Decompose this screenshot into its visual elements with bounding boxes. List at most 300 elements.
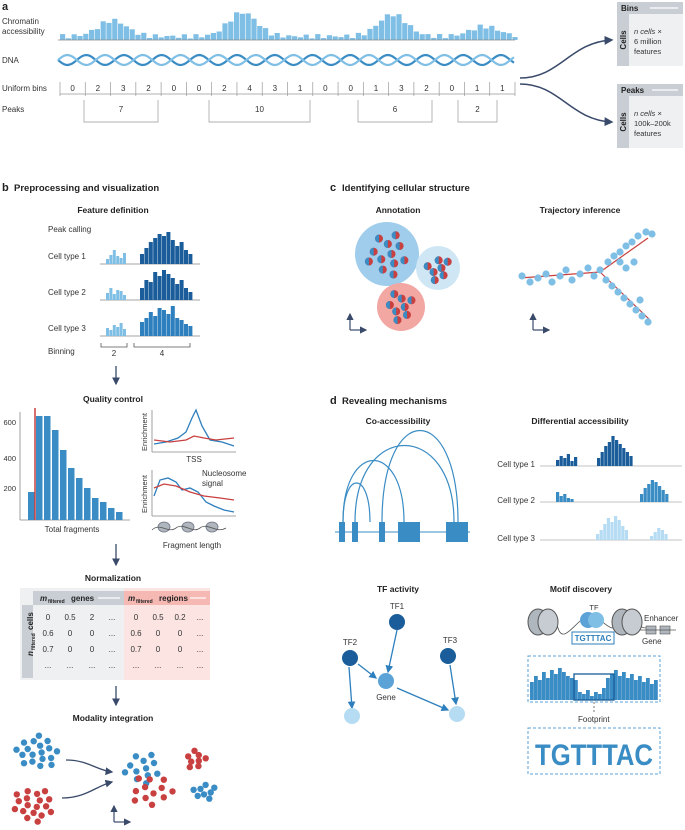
peak-value: 6 xyxy=(392,105,398,114)
integration-dot xyxy=(159,785,165,791)
accessibility-bar xyxy=(95,29,100,40)
diff-bar xyxy=(574,457,577,466)
integration-dot xyxy=(190,787,196,793)
feature-bar xyxy=(140,288,144,300)
bin-value: 2 xyxy=(222,84,227,93)
integration-dot xyxy=(37,763,43,769)
integration-dot xyxy=(34,791,40,797)
integration-dot xyxy=(29,758,35,764)
footprint-bar xyxy=(566,676,570,700)
trajectory-cell xyxy=(616,258,623,265)
accessibility-bar xyxy=(495,31,500,40)
norm-cell: ... xyxy=(108,645,116,654)
footprint-bar xyxy=(622,672,626,700)
integration-dot xyxy=(161,794,167,800)
integration-dot xyxy=(16,798,22,804)
footprint-bar xyxy=(598,694,602,700)
integration-dot xyxy=(46,796,52,802)
trajectory-cell xyxy=(584,264,591,271)
accessibility-bar xyxy=(327,35,332,40)
norm-cell: ... xyxy=(108,613,116,622)
norm-cell: 0 xyxy=(155,645,161,654)
peaks-box-text1: n cells × xyxy=(634,109,662,118)
feature-bar xyxy=(171,278,175,300)
bins-box-text3: features xyxy=(634,47,662,56)
differential-bars xyxy=(540,436,682,540)
integration-dot xyxy=(43,803,49,809)
bins-box-title: Bins xyxy=(621,4,639,13)
accessibility-bar xyxy=(89,30,94,40)
diff-bar xyxy=(570,461,573,466)
panel-a-letter: a xyxy=(2,1,9,13)
tf1-label: TF1 xyxy=(389,602,405,611)
feature-bar xyxy=(184,250,188,264)
qc-bar xyxy=(36,416,43,520)
integration-dot xyxy=(29,752,35,758)
norm-cell: 0.5 xyxy=(64,613,76,622)
trajectory-cell xyxy=(628,238,635,245)
norm-cell: ... xyxy=(88,661,96,670)
norm-cell: 0 xyxy=(133,613,139,622)
diff-bar xyxy=(658,486,661,502)
feature-bar xyxy=(162,236,166,264)
regions-header-m: m xyxy=(128,594,136,603)
accessibility-bar xyxy=(217,32,222,41)
trajectory-cell xyxy=(620,294,627,301)
diff-bar xyxy=(556,460,559,466)
integration-dot xyxy=(161,777,167,783)
diff-bar xyxy=(600,530,603,540)
diff-bar xyxy=(607,518,610,540)
integration-dot xyxy=(195,793,201,799)
accessibility-bar xyxy=(141,33,146,40)
integration-dot xyxy=(195,763,201,769)
integration-dot xyxy=(48,762,54,768)
trajectory-cell xyxy=(548,278,555,285)
qc-bar xyxy=(28,492,35,520)
integration-dot xyxy=(187,764,193,770)
feature-bar xyxy=(120,258,123,264)
feature-bar xyxy=(109,288,112,300)
feature-bar xyxy=(162,310,166,336)
feature-bar xyxy=(120,323,123,336)
feature-bar xyxy=(144,248,148,264)
uniform-bins-label: Uniform bins xyxy=(2,84,47,93)
integration-dot xyxy=(142,795,148,801)
feature-bar xyxy=(149,312,153,336)
integration-dot xyxy=(19,752,25,758)
norm-cell: ... xyxy=(44,661,52,670)
accessibility-bar xyxy=(199,37,204,40)
accessibility-bar xyxy=(106,23,111,40)
footprint-bar xyxy=(582,694,586,700)
cluster-blue xyxy=(355,222,419,286)
integration-dot xyxy=(191,748,197,754)
integration-dot xyxy=(202,782,208,788)
qc-bar xyxy=(44,416,51,520)
footprint-bar xyxy=(542,672,546,700)
integration-dot xyxy=(31,738,37,744)
accessibility-bar xyxy=(373,26,378,40)
accessibility-bar xyxy=(396,14,401,40)
norm-cell: ... xyxy=(108,661,116,670)
footprint-bar xyxy=(586,690,590,700)
accessibility-bar xyxy=(437,34,442,40)
cell-type-2-label: Cell type 2 xyxy=(48,288,86,297)
peaks-box-title: Peaks xyxy=(621,86,645,95)
trajectory-cell xyxy=(604,258,611,265)
diff-bar xyxy=(625,530,628,540)
integration-dot xyxy=(13,747,19,753)
feature-bar xyxy=(162,270,166,300)
integration-dot xyxy=(127,762,133,768)
integration-dot xyxy=(37,743,43,749)
motif-gene-label: Gene xyxy=(642,637,662,646)
diff-bar xyxy=(610,522,613,540)
accessibility-bar xyxy=(425,34,430,40)
diff-bar xyxy=(640,494,643,502)
qc-bar xyxy=(60,450,67,520)
integration-dot xyxy=(169,788,175,794)
diff-bar xyxy=(665,494,668,502)
diff-cell-type-2: Cell type 2 xyxy=(497,496,535,505)
tss-enrichment-ylabel: Enrichment xyxy=(140,413,149,451)
trajectory-cell xyxy=(568,276,575,283)
accessibility-bar xyxy=(269,36,274,41)
trajectory-cell xyxy=(622,242,629,249)
trajectory-cell xyxy=(596,266,603,273)
integration-dot xyxy=(48,809,54,815)
coaccessibility-diagram xyxy=(335,431,470,543)
bin-value: 3 xyxy=(399,84,404,93)
integration-dot xyxy=(36,733,42,739)
integration-dot xyxy=(25,788,31,794)
accessibility-bar xyxy=(420,34,425,40)
diff-bar xyxy=(563,494,566,502)
footprint-bar xyxy=(606,678,610,700)
trajectory-cell xyxy=(556,272,563,279)
feature-bar xyxy=(116,256,119,264)
integration-dot xyxy=(132,797,138,803)
cell-type-3-label: Cell type 3 xyxy=(48,324,86,333)
accessibility-bar xyxy=(228,22,233,40)
qc-bar xyxy=(52,430,59,520)
trajectory-cell xyxy=(626,300,633,307)
feature-bar xyxy=(188,292,192,300)
annotation-title: Annotation xyxy=(375,205,421,215)
feature-bar xyxy=(123,329,126,336)
feature-bar xyxy=(188,326,192,336)
integration-dot xyxy=(142,784,148,790)
integration-dot xyxy=(37,797,43,803)
footprint-bar xyxy=(562,672,566,700)
diff-bar xyxy=(596,534,599,540)
accessibility-bar xyxy=(408,25,413,40)
norm-cell: 0 xyxy=(45,613,51,622)
feature-bar xyxy=(188,254,192,264)
normalization-title: Normalization xyxy=(84,573,142,583)
norm-cell: ... xyxy=(196,629,204,638)
feature-bar xyxy=(184,324,188,336)
feature-bar xyxy=(123,253,126,264)
motif-diagram xyxy=(528,603,679,774)
integration-dot xyxy=(20,808,26,814)
integration-dot xyxy=(206,796,212,802)
arrow-integration-bottom xyxy=(62,782,112,798)
nucleosome-label-1: Nucleosome xyxy=(202,469,247,478)
diff-bar xyxy=(662,490,665,502)
bins-matrix-box xyxy=(617,2,683,66)
accessibility-bar xyxy=(101,21,106,40)
diff-bar xyxy=(647,484,650,502)
norm-cell: 0 xyxy=(89,645,95,654)
bin-value: 0 xyxy=(70,84,75,93)
trajectory-plot xyxy=(518,228,655,325)
accessibility-bar xyxy=(472,30,477,40)
integration-dot xyxy=(21,739,27,745)
feature-bar xyxy=(175,284,179,300)
feature-bar xyxy=(180,242,184,264)
trajectory-cell xyxy=(636,296,643,303)
peak-value: 2 xyxy=(475,105,480,114)
diff-bar xyxy=(615,440,618,466)
binning-label: Binning xyxy=(48,347,75,356)
norm-cell: 0.7 xyxy=(130,645,142,654)
accessibility-bar xyxy=(234,12,239,40)
accessibility-bar xyxy=(193,34,198,40)
feature-bar xyxy=(106,259,109,264)
arrow-integration-top xyxy=(66,760,112,772)
qc-bar xyxy=(100,502,107,520)
bin-value: 0 xyxy=(323,84,328,93)
diff-bar xyxy=(661,530,664,540)
peak-value: 10 xyxy=(255,105,264,114)
bin-value: 0 xyxy=(348,84,353,93)
peak-value: 7 xyxy=(118,105,124,114)
accessibility-bar xyxy=(251,19,256,40)
integration-dot xyxy=(136,775,142,781)
uniform-bins-row xyxy=(60,82,515,96)
feature-bar xyxy=(153,272,157,300)
norm-cell: 0 xyxy=(177,645,183,654)
diff-bar xyxy=(570,499,573,502)
accessibility-bar xyxy=(112,19,117,40)
norm-cell: 0 xyxy=(155,629,161,638)
feature-definition-bars xyxy=(100,232,200,336)
diff-bar xyxy=(563,458,566,466)
integration-dot xyxy=(133,753,139,759)
diff-bar xyxy=(556,492,559,502)
feature-bar xyxy=(175,246,179,264)
footprint-bar xyxy=(530,682,534,700)
diff-bar xyxy=(657,528,660,540)
integration-dot xyxy=(151,760,157,766)
accessibility-bar xyxy=(379,21,384,40)
feature-bar xyxy=(123,295,126,300)
integration-dot xyxy=(34,804,40,810)
feature-bar xyxy=(171,240,175,264)
feature-bar xyxy=(180,320,184,336)
footprint-bar xyxy=(594,692,598,700)
motif-tf-label: TF xyxy=(589,603,599,612)
fragment-length-label: Fragment length xyxy=(162,541,222,550)
diff-bar xyxy=(644,488,647,502)
norm-cell: 0 xyxy=(67,645,73,654)
integration-dot xyxy=(122,769,128,775)
norm-cell: ... xyxy=(108,629,116,638)
accessibility-bar xyxy=(83,34,88,40)
qc-xlabel: Total fragments xyxy=(44,525,100,534)
accessibility-bar xyxy=(483,29,488,41)
footprint-bar xyxy=(646,678,650,700)
accessibility-bar xyxy=(507,33,512,40)
qc-ytick-400: 400 xyxy=(3,454,16,463)
diff-bar xyxy=(608,442,611,466)
diff-bar xyxy=(654,532,657,540)
accessibility-bar xyxy=(298,37,303,40)
diff-bar xyxy=(560,456,563,466)
regions-header-sub: filtered xyxy=(136,599,153,605)
tf2-node xyxy=(342,650,358,666)
integration-dot xyxy=(25,802,31,808)
feature-bar xyxy=(153,316,157,336)
feature-definition-title: Feature definition xyxy=(77,205,149,215)
qc-bar xyxy=(84,488,91,520)
trajectory-cell xyxy=(622,264,629,271)
feature-bar xyxy=(113,250,116,264)
motif-discovery-title: Motif discovery xyxy=(549,584,613,594)
diff-bar xyxy=(597,458,600,466)
integration-dot xyxy=(24,815,30,821)
feature-bar xyxy=(158,276,162,300)
norm-cell: 0.5 xyxy=(152,613,164,622)
accessibility-bar xyxy=(170,36,175,40)
bin-value: 2 xyxy=(146,84,151,93)
norm-cell: 0 xyxy=(67,629,73,638)
enhancer-label: Enhancer xyxy=(644,614,679,623)
bin-count-2: 4 xyxy=(159,349,165,358)
tf3-label: TF3 xyxy=(442,636,458,645)
norm-cell: 0 xyxy=(89,629,95,638)
arrow-to-peaks xyxy=(520,84,612,122)
accessibility-bar xyxy=(501,32,506,40)
feature-bar xyxy=(153,238,157,264)
trajectory-cell xyxy=(576,270,583,277)
cell-type-1-label: Cell type 1 xyxy=(48,252,86,261)
peaks-box-text3: features xyxy=(634,129,662,138)
norm-cell: 2 xyxy=(89,613,95,622)
diff-bar xyxy=(603,524,606,540)
feature-bar xyxy=(180,280,184,300)
trajectory-cell xyxy=(634,232,641,239)
feature-bar xyxy=(106,293,109,300)
accessibility-bar xyxy=(402,23,407,40)
feature-bar xyxy=(109,255,112,264)
trajectory-cell xyxy=(614,288,621,295)
feature-bar xyxy=(166,232,170,264)
footprint-label: Footprint xyxy=(578,715,610,724)
peaks-matrix-box xyxy=(617,84,683,148)
trajectory-cell xyxy=(608,282,615,289)
qc-bar xyxy=(116,512,123,520)
integration-dot xyxy=(35,818,41,824)
qc-bar xyxy=(92,498,99,520)
bins-box-axis-label: Cells xyxy=(619,30,628,50)
coaccessibility-title: Co-accessibility xyxy=(365,416,431,426)
norm-cell: 0.2 xyxy=(174,613,186,622)
accessibility-bar xyxy=(356,33,361,40)
panel-c-title: Identifying cellular structure xyxy=(342,183,470,194)
feature-bar xyxy=(113,294,116,300)
accessibility-bar xyxy=(77,36,82,40)
accessibility-track xyxy=(60,12,518,40)
trajectory-cell xyxy=(644,318,651,325)
genes-header-m: m xyxy=(40,594,48,603)
annotation-axes-icon xyxy=(350,314,366,330)
accessibility-bar xyxy=(222,23,227,40)
diff-bar xyxy=(618,520,621,540)
footprint-bar xyxy=(650,684,654,700)
motif-logo: TGTTTAC xyxy=(535,739,653,772)
integration-dot xyxy=(38,749,44,755)
accessibility-bar xyxy=(460,33,465,40)
dna-helix xyxy=(58,55,514,65)
norm-cell: ... xyxy=(196,661,204,670)
accessibility-bar xyxy=(286,35,291,40)
integration-dot xyxy=(39,756,45,762)
diff-bar xyxy=(654,482,657,502)
accessibility-bar xyxy=(344,35,349,40)
integration-axes-icon xyxy=(114,806,130,822)
tf3-node xyxy=(440,648,456,664)
integration-dot xyxy=(154,771,160,777)
accessibility-bar xyxy=(338,37,343,40)
genes-header-word: genes xyxy=(71,594,95,603)
accessibility-bar xyxy=(135,35,140,40)
cells-axis-sub: filtered xyxy=(31,633,37,650)
footprint-bar xyxy=(602,688,606,700)
annotation-clusters xyxy=(355,222,460,331)
diff-bar xyxy=(621,526,624,540)
integration-dot xyxy=(149,802,155,808)
integration-dot xyxy=(48,755,54,761)
accessibility-bar xyxy=(164,36,169,40)
peaks-box-axis-label: Cells xyxy=(619,112,628,132)
accessibility-bar xyxy=(315,34,320,40)
integration-dot xyxy=(203,755,209,761)
feature-bar xyxy=(116,290,119,300)
gene-block xyxy=(398,522,420,542)
qc-ytick-600: 600 xyxy=(3,418,16,427)
diff-bar xyxy=(611,436,614,466)
peaks-row xyxy=(84,100,497,122)
regions-header-word: regions xyxy=(159,594,188,603)
norm-cell: ... xyxy=(66,661,74,670)
norm-cell: 0.6 xyxy=(130,629,142,638)
modality-integration-title: Modality integration xyxy=(72,713,154,723)
feature-bar xyxy=(166,274,170,300)
nucleosome-label-2: signal xyxy=(202,479,223,488)
feature-bar xyxy=(109,330,112,336)
integration-dot xyxy=(24,795,30,801)
trajectory-cell xyxy=(602,276,609,283)
differential-title: Differential accessibility xyxy=(531,416,629,426)
footprint-bar xyxy=(578,692,582,700)
accessibility-bar xyxy=(466,30,471,40)
accessibility-bar xyxy=(240,14,245,40)
panel-d-letter: d xyxy=(330,395,337,407)
genes-header-sub: filtered xyxy=(48,599,65,605)
